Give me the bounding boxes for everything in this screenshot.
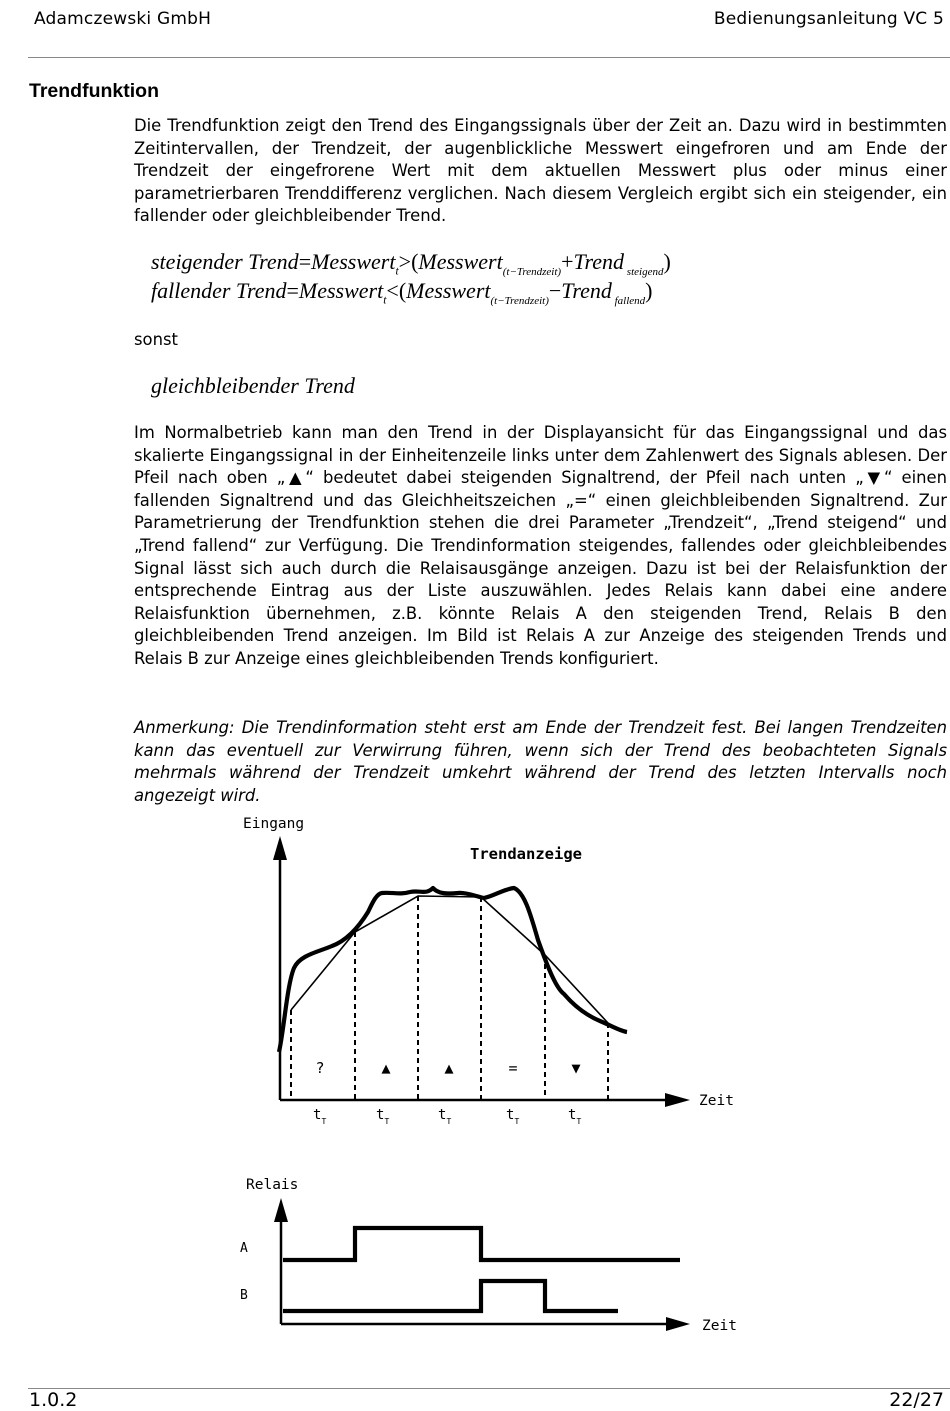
trend-symbols — [315, 1059, 580, 1077]
interval-label-1: $t_T$ — [313, 1107, 327, 1126]
interval-label-5: $t_T$ — [568, 1107, 582, 1126]
formula-rising-trend: steigender Trend=Messwert$_t$>(Messwert$_{(t-Trendzeit)}$+Trend $_{steigend}$) — [151, 249, 671, 278]
trend-symbol-rising-2: ▲ — [444, 1059, 454, 1077]
header-company: Adamczewski GmbH — [34, 9, 212, 29]
footer-version: 1.0.2 — [29, 1389, 78, 1411]
relay-y-axis-label: Relais — [246, 1177, 299, 1193]
sonst-label: sonst — [134, 330, 178, 349]
relay-y-axis-arrow — [274, 1198, 288, 1222]
relay-x-axis-label: Zeit — [702, 1318, 737, 1334]
note-paragraph: Anmerkung: Die Trendinformation steht erst am Ende der Trendzeit fest. Bei langen Trendzeiten kann das eventuell zur Verwirrung führen, wenn sich der Trend des beobachteten Signals mehrmals während der Trendzeit umkehrt während der Trend des letzten Intervalls noch angezeigt wird. — [134, 718, 947, 805]
relay-x-axis-arrow — [666, 1317, 690, 1331]
input-signal-curve — [279, 888, 627, 1052]
trend-x-axis-arrow — [665, 1093, 690, 1107]
formula-steady-trend: gleichbleibender Trend — [151, 373, 355, 398]
relay-a-label: A — [240, 1241, 248, 1256]
trend-symbol-rising-1: ▲ — [381, 1059, 391, 1077]
body-paragraph: Im Normalbetrieb kann man den Trend in der Displayansicht für das Eingangssignal und das skalierte Eingangssignal in der Einheitenzeile links unter dem Zahlenwert des Signals ablesen. Der Pfeil nach oben „▲“ bedeutet dabei steigenden Signaltrend, der Pfeil nach unten „▼“ einen fallenden Signaltrend und das Gleichheitszeichen „=“ einen gleichbleibenden Signaltrend. Zur Parametrierung der Trendfunktion stehen die drei Parameter „Trendzeit“, „Trend steigend“ und „Trend fallend“ zur Verfügung. Die Trendinformation steigendes, fallendes oder gleichbleibendes Signal lässt sich auch durch die Relaisausgänge anzeigen. Dazu ist bei der Relaisfunktion der entsprechende Eintrag aus der Liste auszuwählen. Jedes Relais kann dabei eine andere Relaisfunktion übernehmen, z.B. könnte Relais A den steigenden Trend, Relais B den gleichbleibenden Trend anzeigen. Im Bild ist Relais A zur Anzeige des steigenden Trends und Relais B zur Anzeige eines gleichbleibenden Trends konfiguriert. — [134, 423, 947, 668]
trend-diagram-title: Trendanzeige — [470, 845, 582, 863]
trend-x-axis-label: Zeit — [699, 1093, 734, 1109]
relay-a-signal — [283, 1228, 680, 1260]
trend-interval-lines — [291, 896, 608, 1100]
section-title: Trendfunktion — [29, 80, 159, 102]
footer-divider — [28, 1388, 950, 1389]
trend-y-axis-arrow — [273, 836, 287, 860]
interval-label-2: $t_T$ — [376, 1107, 390, 1126]
intro-paragraph: Die Trendfunktion zeigt den Trend des Eingangssignals über der Zeit an. Dazu wird in bestimmten Zeitintervallen, der Trendzeit, der augenblickliche Messwert eingefroren und am Ende der Trendzeit der eingefrorene Wert mit dem aktuellen Messwert plus oder minus einer parametrierbaren Trenddifferenz verglichen. Nach diesem Vergleich ergibt sich ein steigender, ein fallender oder gleichbleibender Trend. — [134, 116, 947, 226]
header-divider — [28, 57, 950, 58]
trend-y-axis-label: Eingang — [243, 816, 305, 832]
trend-symbol-unknown: ? — [315, 1059, 325, 1077]
interval-label-3: $t_T$ — [438, 1107, 452, 1126]
relay-b-label: B — [240, 1288, 248, 1303]
footer-page-number: 22/27 — [889, 1389, 944, 1411]
formula-falling-trend: fallender Trend=Messwert$_t$<(Messwert$_{(t-Trendzeit)}$−Trend $_{fallend}$) — [151, 278, 653, 307]
trend-approximation-line — [291, 896, 608, 1023]
interval-label-4: $t_T$ — [506, 1107, 520, 1126]
relay-b-signal — [283, 1281, 618, 1311]
trend-interval-labels — [313, 1107, 581, 1126]
trend-symbol-steady: = — [508, 1059, 518, 1077]
trend-symbol-falling: ▼ — [571, 1059, 581, 1077]
header-manual-title: Bedienungsanleitung VC 5 — [713, 9, 944, 29]
